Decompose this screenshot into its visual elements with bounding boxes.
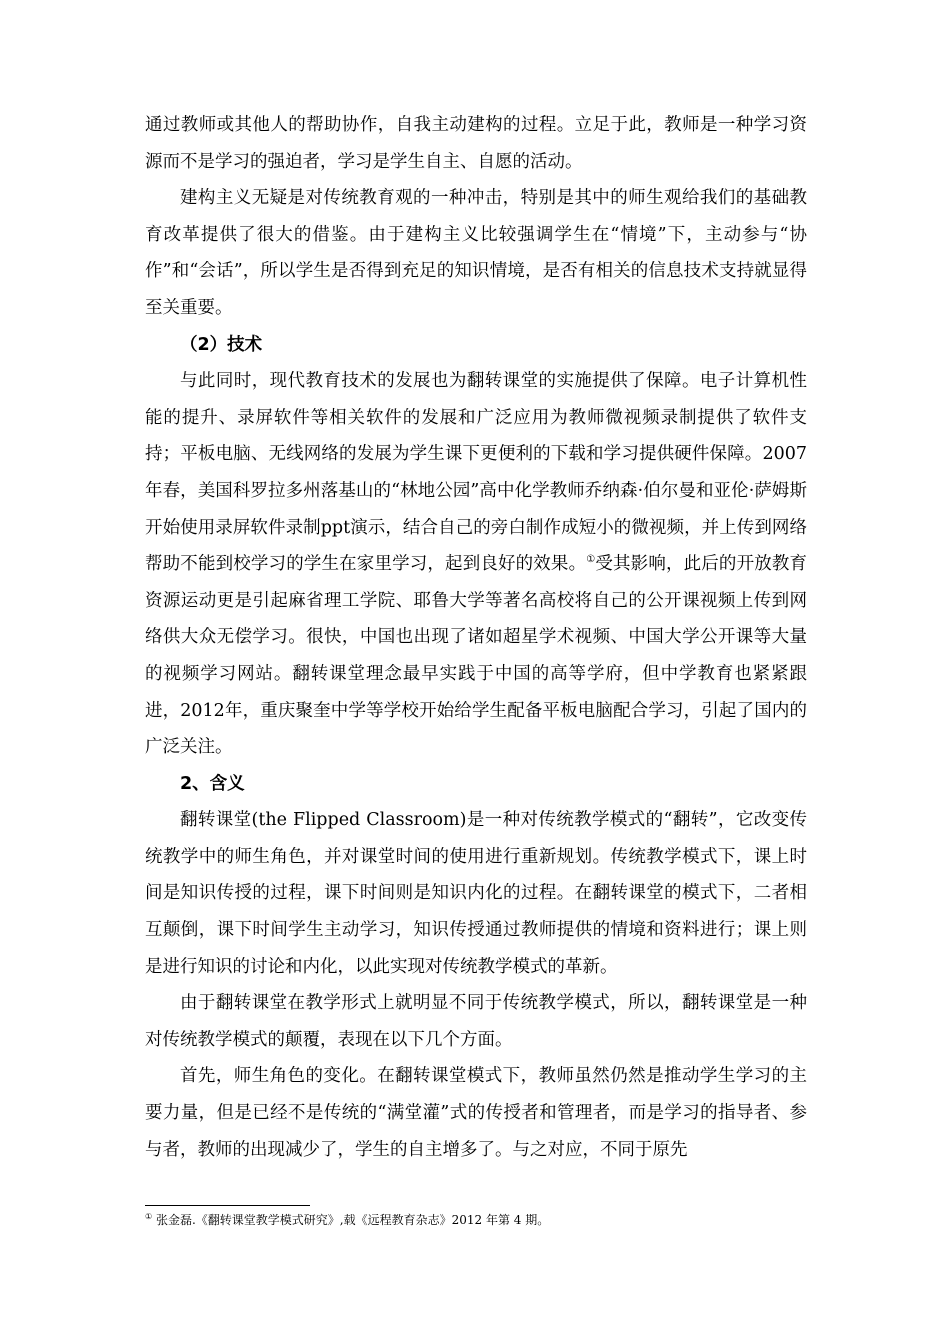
paragraph-technology — [145, 363, 807, 766]
paragraph-technology-part2: 受其影响，此后的开放教育资源运动更是引起麻省理工学院、耶鲁大学等著名高校将自己的公开课视频上传到网络供大众无偿学习。很快，中国也出现了诸如超星学术视频、中国大学公开课等大量的视频学习网站。翻转课堂理念最早实践于中国的高等学府，但中学教育也紧紧跟进，2012年，重庆聚奎中学等学校开始给学生配备平板电脑配合学习，引起了国内的广泛关注。 — [145, 554, 808, 758]
paragraph-flipped-difference: 由于翻转课堂在教学形式上就明显不同于传统教学模式，所以，翻转课堂是一种对传统教学模式的颠覆，表现在以下几个方面。 — [145, 993, 807, 1050]
footnote-reference[interactable]: ① — [586, 554, 596, 566]
paragraph-constructivism: 建构主义无疑是对传统教育观的一种冲击，特别是其中的师生观给我们的基础教育改革提供了很大的借鉴。由于建构主义比较强调学生在“情境”下，主动参与“协作”和“会话”，所以学生是否得到充足的知识情境，是否有相关的信息技术支持就显得至关重要。 — [145, 188, 807, 318]
footnote-text: 张金磊.《翻转课堂教学模式研究》,载《远程教育杂志》2012 年第 4 期。 — [152, 1213, 550, 1227]
paragraph-role-change: 首先，师生角色的变化。在翻转课堂模式下，教师虽然仍然是推动学生学习的主要力量，但是已经不是传统的“满堂灌”式的传授者和管理者，而是学习的指导者、参与者，教师的出现减少了，学生的自主增多了。与之对应，不同于原先 — [145, 1066, 807, 1160]
section-heading-meaning: 2、含义 — [180, 773, 245, 794]
paragraph-flipped-definition: 翻转课堂(the Flipped Classroom)是一种对传统教学模式的“翻转”，它改变传统教学中的师生角色，并对课堂时间的使用进行重新规划。传统教学模式下，课上时间是知识传授的过程，课下时间则是知识内化的过程。在翻转课堂的模式下，二者相互颠倒，课下时间学生主动学习，知识传授通过教师提供的情境和资料进行；课上则是进行知识的讨论和内化，以此实现对传统教学模式的革新。 — [145, 810, 807, 977]
paragraph-continuation: 通过教师或其他人的帮助协作，自我主动建构的过程。立足于此，教师是一种学习资源而不是学习的强迫者，学习是学生自主、自愿的活动。 — [145, 115, 807, 172]
section-heading-technology: （2）技术 — [180, 334, 263, 355]
footnote-separator — [145, 1205, 310, 1206]
document-body — [145, 107, 807, 1168]
footnote-mark: ① — [145, 1212, 153, 1221]
paragraph-technology-part1: 与此同时，现代教育技术的发展也为翻转课堂的实施提供了保障。电子计算机性能的提升、录屏软件等相关软件的发展和广泛应用为教师微视频录制提供了软件支持；平板电脑、无线网络的发展为学生课下更便利的下载和学习提供硬件保障。2007年春，美国科罗拉多州落基山的“林地公园”高中化学教师乔纳森·伯尔曼和亚伦·萨姆斯开始使用录屏软件录制ppt演示，结合自己的旁白制作成短小的微视频，并上传到网络帮助不能到校学习的学生在家里学习，起到良好的效果。 — [145, 371, 807, 575]
footnote — [145, 1211, 807, 1229]
